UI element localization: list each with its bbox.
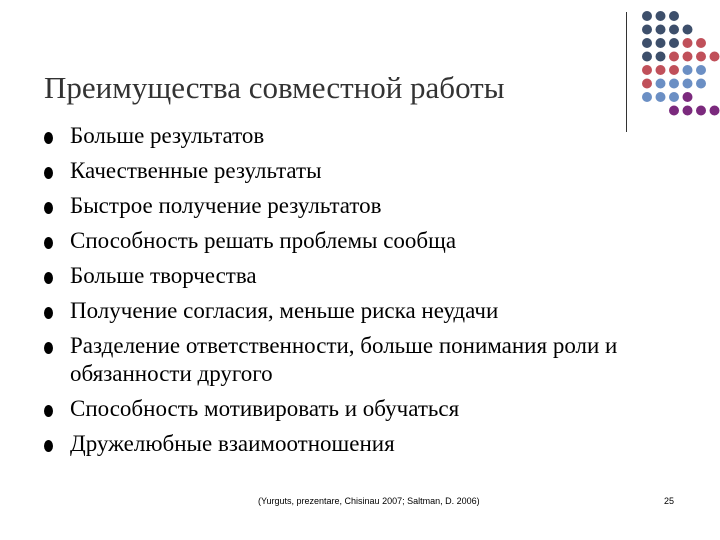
decorative-dot-grid bbox=[0, 0, 720, 140]
decorative-dot bbox=[683, 25, 693, 35]
bullet-item bbox=[44, 192, 664, 220]
page-number: 25 bbox=[664, 496, 675, 506]
decorative-dot bbox=[669, 65, 679, 75]
bullet-text: Способность решать проблемы сообща bbox=[70, 228, 457, 253]
bullet-item bbox=[44, 157, 664, 185]
bullet-text: Дружелюбные взаимоотношения bbox=[70, 431, 395, 456]
decorative-dot bbox=[669, 52, 679, 62]
decorative-dot bbox=[656, 52, 666, 62]
decorative-dot bbox=[696, 79, 706, 89]
bullet-dot-icon bbox=[44, 132, 53, 144]
bullet-dot-icon bbox=[44, 237, 53, 249]
decorative-dot bbox=[669, 11, 679, 21]
slide-title: Преимущества совместной работы bbox=[44, 70, 505, 105]
decorative-dot bbox=[669, 92, 679, 102]
bullet-list bbox=[44, 122, 664, 465]
decorative-dot bbox=[669, 79, 679, 89]
decorative-dot bbox=[656, 38, 666, 48]
decorative-dot bbox=[642, 79, 652, 89]
bullet-dot-icon bbox=[44, 202, 53, 214]
decorative-dot bbox=[683, 92, 693, 102]
bullet-dot-icon bbox=[44, 440, 53, 452]
decorative-dot bbox=[656, 11, 666, 21]
decorative-dot bbox=[683, 65, 693, 75]
decorative-dot bbox=[683, 106, 693, 116]
bullet-dot-icon bbox=[44, 272, 53, 284]
decorative-dot bbox=[656, 79, 666, 89]
bullet-dot-icon bbox=[44, 167, 53, 179]
bullet-item bbox=[44, 332, 664, 388]
bullet-text: Получение согласия, меньше риска неудачи bbox=[70, 298, 499, 323]
decorative-dot bbox=[669, 25, 679, 35]
bullet-dot-icon bbox=[44, 307, 53, 319]
decorative-dot bbox=[642, 25, 652, 35]
source-footnote: (Yurguts, prezentare, Chisinau 2007; Saltman, D. 2006) bbox=[258, 496, 480, 506]
decorative-dot bbox=[696, 38, 706, 48]
bullet-text: Разделение ответственности, больше понимания роли и обязанности другого bbox=[70, 333, 618, 386]
decorative-dot bbox=[696, 65, 706, 75]
decorative-dot bbox=[696, 52, 706, 62]
bullet-dot-icon bbox=[44, 405, 53, 417]
decorative-dot bbox=[656, 92, 666, 102]
decorative-dot bbox=[656, 25, 666, 35]
bullet-item bbox=[44, 227, 664, 255]
bullet-item bbox=[44, 262, 664, 290]
bullet-text: Качественные результаты bbox=[70, 158, 322, 183]
bullet-text: Быстрое получение результатов bbox=[70, 193, 382, 218]
decorative-dot bbox=[710, 106, 720, 116]
decorative-dot bbox=[642, 11, 652, 21]
decorative-dot bbox=[683, 79, 693, 89]
decorative-dot bbox=[642, 92, 652, 102]
decorative-dot bbox=[656, 65, 666, 75]
decorative-dot bbox=[683, 38, 693, 48]
bullet-item bbox=[44, 430, 664, 458]
bullet-item bbox=[44, 297, 664, 325]
bullet-dot-icon bbox=[44, 342, 53, 354]
bullet-item bbox=[44, 122, 664, 150]
decorative-dot bbox=[696, 106, 706, 116]
bullet-item bbox=[44, 395, 664, 423]
decorative-dot bbox=[642, 52, 652, 62]
decorative-dot bbox=[710, 52, 720, 62]
decorative-dot bbox=[642, 38, 652, 48]
decorative-dot bbox=[669, 38, 679, 48]
decorative-dot bbox=[642, 65, 652, 75]
bullet-text: Больше результатов bbox=[70, 123, 265, 148]
bullet-text: Способность мотивировать и обучаться bbox=[70, 396, 460, 421]
decorative-dot bbox=[683, 52, 693, 62]
decorative-dot bbox=[669, 106, 679, 116]
bullet-text: Больше творчества bbox=[70, 263, 257, 288]
